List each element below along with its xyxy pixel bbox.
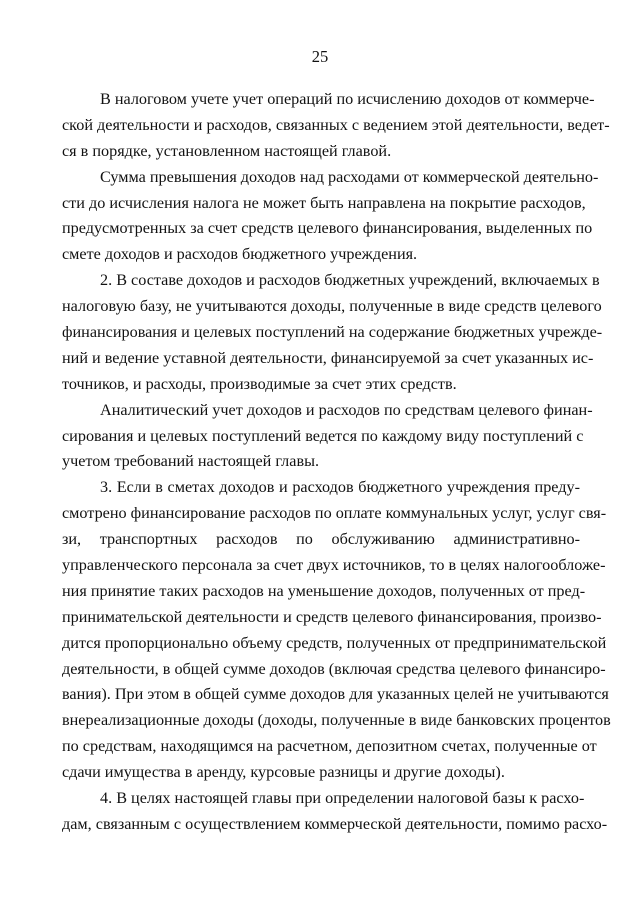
text-line: предусмотренных за счет средств целевого финансирования, выделенных по	[62, 219, 593, 238]
paragraph	[62, 268, 603, 397]
text-line: ний и ведение уставной деятельности, финансируемой за счет указанных ис-	[62, 348, 594, 367]
text-line: налоговую базу, не учитываются доходы, полученные в виде средств целевого	[62, 297, 602, 316]
text-line: принимательской деятельности и средств целевого финансирования, произво-	[62, 607, 602, 626]
paragraph	[62, 87, 610, 165]
paragraph	[62, 165, 599, 269]
text-line: ния принятие таких расходов на уменьшение доходов, полученных от пред-	[62, 581, 586, 600]
text-line: зи, транспортных расходов по обслуживанию административно-	[62, 530, 580, 549]
text-line: 2. В составе доходов и расходов бюджетных учреждений, включаемых в	[100, 271, 600, 290]
text-line: Сумма превышения доходов над расходами от коммерческой деятельно-	[100, 167, 599, 186]
text-line: сти до исчисления налога не может быть направлена на покрытие расходов,	[62, 193, 586, 212]
text-line: учетом требований настоящей главы.	[62, 452, 320, 471]
document-body	[62, 87, 611, 838]
text-line: финансирования и целевых поступлений на содержание бюджетных учрежде-	[62, 323, 603, 342]
text-line: В налоговом учете учет операций по исчислению доходов от коммерче-	[100, 90, 595, 108]
text-line: смотрено финансирование расходов по оплате коммунальных услуг, услуг свя-	[62, 504, 607, 523]
text-line: Аналитический учет доходов и расходов по средствам целевого финан-	[100, 400, 593, 419]
text-line: сдачи имущества в аренду, курсовые разницы и другие доходы).	[62, 763, 505, 782]
text-line: смете доходов и расходов бюджетного учреждения.	[62, 245, 418, 264]
text-line: 4. В целях настоящей главы при определении налоговой базы к расхо-	[100, 789, 585, 808]
paragraph	[62, 475, 611, 786]
text-line: вания). При этом в общей сумме доходов для указанных целей не учитываются	[62, 685, 609, 704]
text-line: ской деятельности и расходов, связанных с ведением этой деятельности, ведет-	[62, 115, 610, 134]
text-line: ся в порядке, установленном настоящей главой.	[62, 141, 392, 160]
text-line: управленческого персонала за счет двух источников, то в целях налогообложе-	[62, 556, 606, 575]
text-line: дам, связанным с осуществлением коммерческой деятельности, помимо расхо-	[62, 814, 608, 833]
text-line: по средствам, находящимся на расчетном, депозитном счетах, полученные от	[62, 737, 597, 756]
text-line: 3. Если в сметах доходов и расходов бюджетного учреждения преду-	[100, 478, 580, 497]
text-line: деятельности, в общей сумме доходов (включая средства целевого финансиро-	[62, 659, 606, 678]
text-line: точников, и расходы, производимые за счет этих средств.	[62, 374, 457, 393]
page-number: 25	[311, 47, 329, 66]
text-line: дится пропорционально объему средств, полученных от предпринимательской	[62, 633, 607, 652]
text-line: внереализационные доходы (доходы, полученные в виде банковских процентов	[62, 711, 611, 730]
paragraph	[62, 786, 608, 838]
paragraph	[62, 398, 593, 476]
text-line: сирования и целевых поступлений ведется по каждому виду поступлений с	[62, 426, 584, 445]
